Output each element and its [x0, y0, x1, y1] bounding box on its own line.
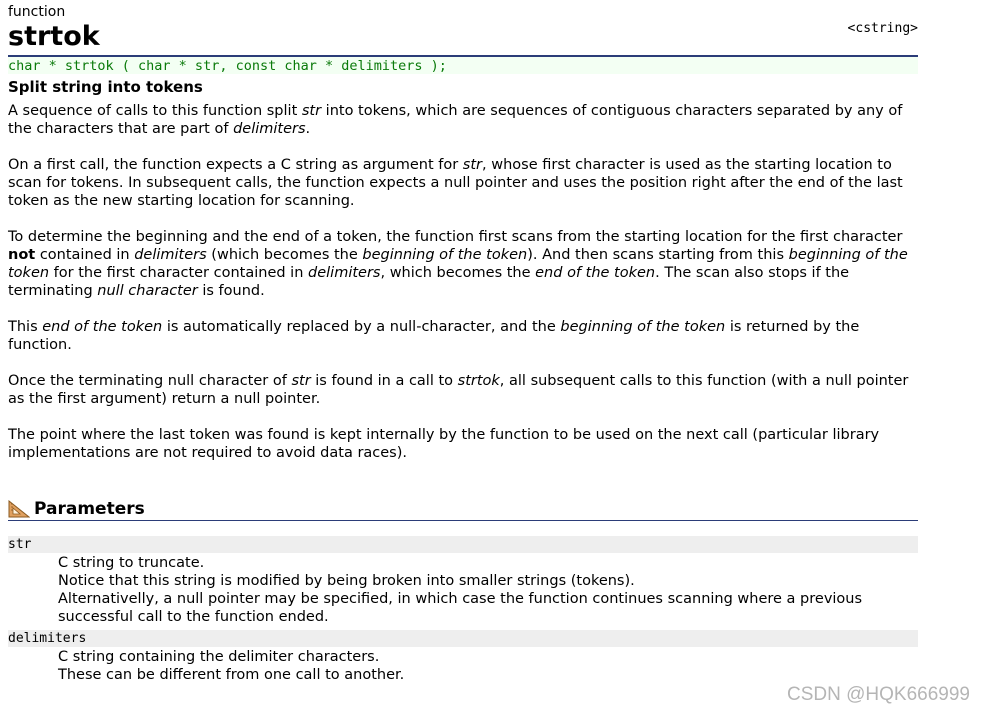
doc-kind: function [8, 4, 66, 20]
param-desc-line: C string to truncate. [58, 555, 205, 571]
description-paragraph-4: This end of the token is automatically replaced by a null-character, and the beginning of the token is returned by the function. [8, 319, 860, 353]
header-link[interactable]: <cstring> [847, 21, 918, 36]
param-name-str: str [8, 536, 918, 553]
parameters-heading [8, 498, 918, 521]
param-desc-line: Alternativelly, a null pointer may be specified, in which case the function continues scanning where a previous successful call to the function ended. [58, 591, 863, 625]
function-summary: Split string into tokens [8, 78, 203, 96]
ruler-triangle-icon [8, 500, 30, 518]
parameters-heading-label: Parameters [34, 499, 145, 519]
param-desc-str [58, 554, 918, 626]
param-name-delimiters: delimiters [8, 630, 918, 647]
watermark: CSDN @HQK666999 [787, 684, 970, 705]
description-paragraph-6: The point where the last token was found is kept internally by the function to be used on the next call (particular library implementations are not required to avoid data races). [8, 427, 880, 461]
description-paragraph-5: Once the terminating null character of str is found in a call to strtok, all subsequent calls to this function (with a null pointer as the first argument) return a null pointer. [8, 373, 909, 407]
param-desc-line: C string containing the delimiter characters. [58, 649, 380, 665]
param-desc-delimiters [58, 648, 918, 684]
description-paragraph-3: To determine the beginning and the end of a token, the function first scans from the starting location for the first character not contained in delimiters (which becomes the beginning of the token). And then scans starting from this beginning of the token for the first character contained in delimiters, which becomes the end of the token. The scan also stops if the terminating null character is found. [8, 229, 908, 299]
description-paragraph-1: A sequence of calls to this function split str into tokens, which are sequences of contiguous characters separated by any of the characters that are part of delimiters. [8, 103, 903, 137]
param-desc-line: Notice that this string is modified by being broken into smaller strings (tokens). [58, 573, 635, 589]
function-prototype: char * strtok ( char * str, const char * delimiters ); [8, 55, 918, 74]
doc-page [8, 3, 918, 684]
description-paragraph-2: On a first call, the function expects a C string as argument for str, whose first character is used as the starting location to scan for tokens. In subsequent calls, the function expects a null pointer and uses the position right after the end of the last token as the new starting location for scanning. [8, 157, 903, 209]
param-desc-line: These can be different from one call to another. [58, 667, 405, 683]
page-title: strtok [8, 21, 100, 52]
